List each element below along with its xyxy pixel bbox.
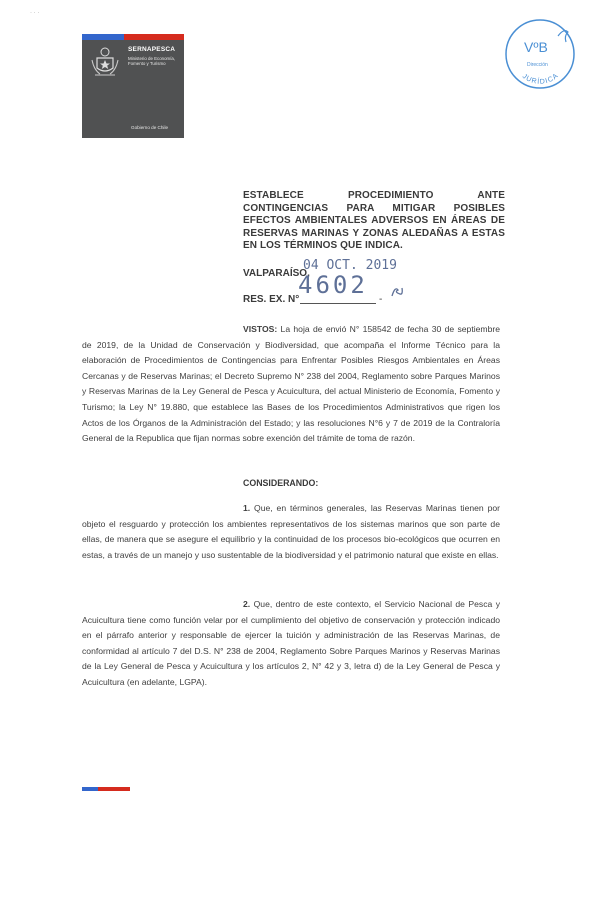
item-2-text: Que, dentro de este contexto, el Servicio Nacional de Pesca y Acuicultura tiene como función velar por el cumplimiento del objetivo de conservación y protección indicado en el párrafo anterior y responsable de ejercer la tuición y administración de las Reservas Marinas, de conformidad al artículo 7 del D.S. N° 238 de 2004, Reglamento Sobre Parques Marinos y Reservas Marinas de la Ley General de Pesca y Acuicultura y los artículos 2, N° 42 y 3, letra d) de la Ley General de Pesca y Acuicultura (en adelante, LGPA).	[82, 599, 501, 687]
svg-text:JURÍDICA	[521, 72, 560, 86]
footer-stripe-red	[98, 787, 130, 791]
resolution-number: 4602	[298, 271, 368, 299]
stamp-text-bottom: JURÍDICA	[520, 72, 561, 86]
vistos-label: VISTOS:	[243, 324, 278, 334]
vistos-text: La hoja de envió N° 158542 de fecha 30 de septiembre de 2019, de la Unidad de Conservación y Biodiversidad, que acompaña el Informe Técnico para la elaboración de Procedimientos de Contingencias para Enfrentar Posibles Riesgos Ambientales en Áreas Cercanas y de Reservas Marinas; el Decreto Supremo N° 238 del 2004, Reglamento sobre Parques Marinos y Reservas Marinas de la Ley General de Pesca y Acuicultura, del actual Ministerio de Economía, Fomento y Turismo; la Ley N° 19.880, que establece las Bases de los Procedimientos Administrativos que rigen los Actos de los Órganos de la Administración del Estado; y las resoluciones N°6 y 7 de 2019 de la Contraloría General de la Republica que fijan normas sobre exención del trámite de toma de razón.	[82, 324, 500, 444]
approval-stamp	[500, 14, 580, 94]
item-1-number: 1.	[243, 503, 251, 513]
considerando-item-1	[82, 501, 500, 563]
item-2-number: 2.	[243, 599, 251, 609]
considerando-heading: CONSIDERANDO:	[243, 478, 319, 488]
stamp-text-top: Dirección	[527, 62, 548, 68]
considerando-item-2	[82, 597, 500, 691]
res-number-line	[300, 303, 376, 304]
ministry-name: Ministerio de Economía, Fomento y Turismo	[128, 56, 176, 66]
handwritten-date: 04 OCT. 2019	[303, 258, 397, 273]
resolution-title: ESTABLECE PROCEDIMIENTO ANTE CONTINGENCIAS PARA MITIGAR POSIBLES EFECTOS AMBIENTALES ADVERSOS EN ÁREAS DE RESERVAS MARINAS Y ZONAS ALEDAÑAS A ESTAS EN LOS TÉRMINOS QUE INDICA.	[243, 190, 505, 252]
scan-marks: · · ·	[30, 10, 40, 16]
vistos-paragraph	[82, 322, 500, 447]
government-label: Gobierno de Chile	[131, 125, 169, 130]
organization-name: SERNAPESCA	[128, 46, 176, 53]
flag-stripe-red	[124, 34, 184, 40]
footer-flag-stripe	[82, 787, 130, 791]
res-suffix: -	[379, 294, 383, 305]
signature-mark-icon	[388, 282, 406, 300]
place-label: VALPARAÍSO,	[243, 268, 310, 279]
stamp-mark: VºB	[524, 39, 548, 55]
item-1-text: Que, en términos generales, las Reservas Marinas tienen por objeto el resguardo y protección los ambientes representativos de los sistemas marinos que son parte de ellas, de manera que se asegure el equilibrio y la continuidad de los procesos bio-ecológicos que ocurren en estas, a través de un manejo y uso sustentable de la biodiversidad y el patrimonio natural que existe en ellas.	[82, 503, 500, 560]
res-label: RES. EX. N°	[243, 294, 300, 305]
coat-of-arms-icon	[87, 44, 123, 80]
flag-stripe-blue	[82, 34, 124, 40]
footer-stripe-blue	[82, 787, 98, 791]
sernapesca-logo	[82, 34, 184, 138]
